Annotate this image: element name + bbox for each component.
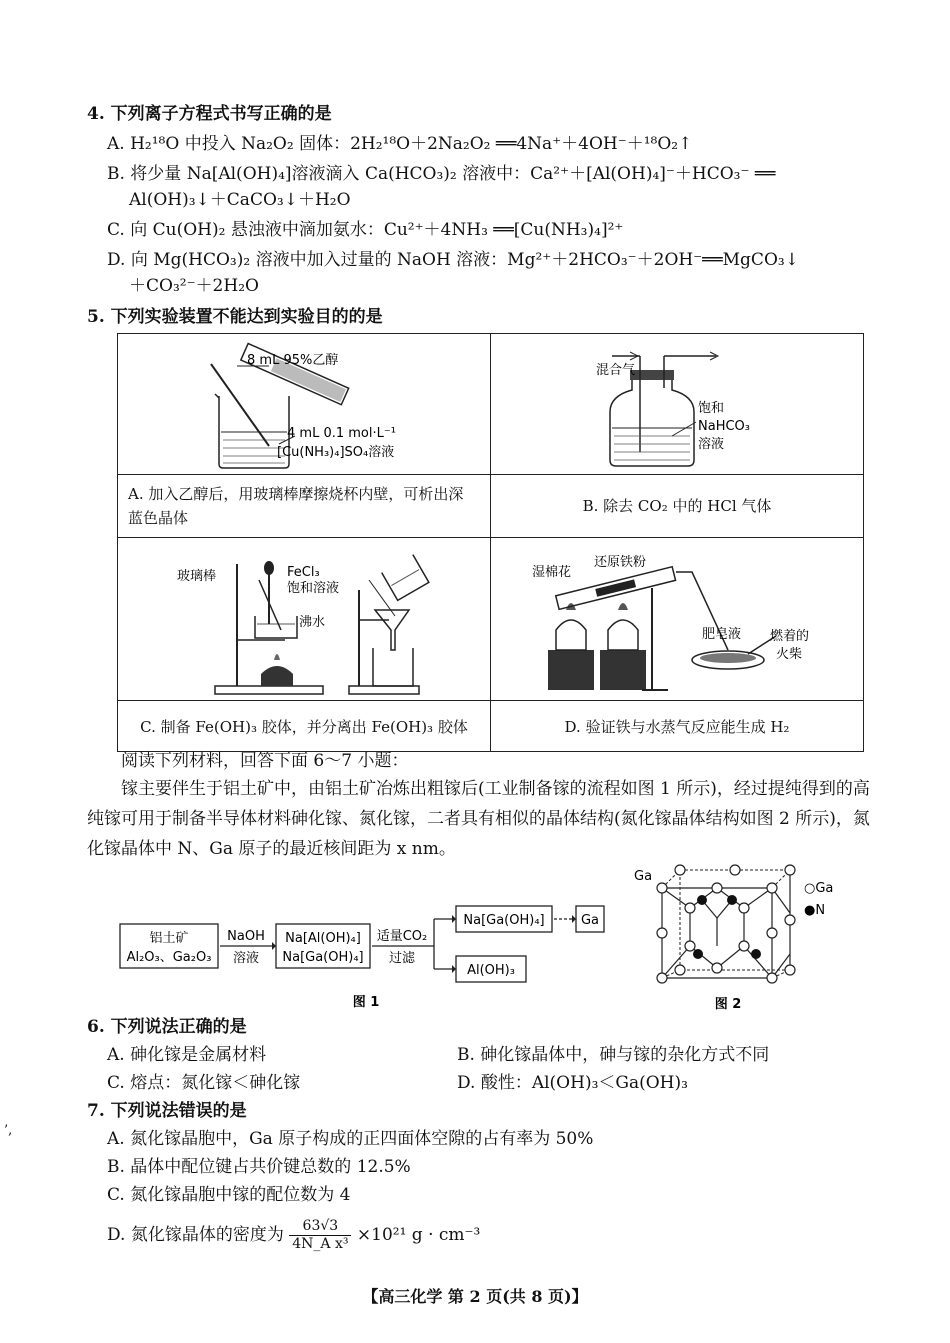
q7-option-a: A. 氮化镓晶胞中，Ga 原子构成的正四面体空隙的占有率为 50% xyxy=(107,1129,594,1149)
q7-option-d-prefix: D. 氮化镓晶体的密度为 xyxy=(107,1225,284,1245)
q5-a-caption xyxy=(118,475,491,538)
q6 xyxy=(87,1014,769,1096)
q4-option-a: A. H₂¹⁸O 中投入 Na₂O₂ 固体：2H₂¹⁸O＋2Na₂O₂ ══4Na⁺＋4OH⁻＋¹⁸O₂↑ xyxy=(107,134,693,154)
q7-density-fraction xyxy=(289,1218,351,1253)
q7-option-d-suffix: ×10²¹ g · cm⁻³ xyxy=(356,1225,481,1245)
fig2-caption: 图 2 xyxy=(714,997,742,1012)
q4 xyxy=(87,101,799,299)
q4-option-d-line1: D. 向 Mg(HCO₃)₂ 溶液中加入过量的 NaOH 溶液：Mg²⁺＋2HCO₃⁻＋2OH⁻══MgCO₃↓ xyxy=(107,250,799,270)
q5-a-figure xyxy=(118,334,491,475)
fig1-box3: Na[Ga(OH)₄] xyxy=(463,913,545,928)
fig1-arrow1-bottom: 溶液 xyxy=(232,951,260,966)
fig1-arrow2-bottom: 过滤 xyxy=(388,951,416,966)
fig1-arrow1-top: NaOH xyxy=(227,929,265,944)
q5-d-label-burning: 燃着的 xyxy=(770,629,810,644)
fig1-box5: Al(OH)₃ xyxy=(467,963,515,978)
q7-fraction-numerator: 63√3 xyxy=(289,1218,351,1236)
q5-d-figure xyxy=(491,538,864,701)
q5-b-figure xyxy=(491,334,864,475)
q5-a-label-solution: [Cu(NH₃)₄]SO₄溶液 xyxy=(277,445,395,460)
q6-stem: 6. 下列说法正确的是 xyxy=(87,1017,247,1037)
q5-stem: 5. 下列实验装置不能达到实验目的的是 xyxy=(87,307,383,327)
q5-d-label-soap: 肥皂液 xyxy=(702,627,742,642)
q6-option-a: A. 砷化镓是金属材料 xyxy=(107,1045,267,1065)
q4-option-d-line2: ＋CO₃²⁻＋2H₂O xyxy=(129,276,259,296)
q5-a-caption-line1: A. 加入乙醇后，用玻璃棒摩擦烧杯内壁，可析出深 xyxy=(128,485,464,503)
q4-option-b-line2: Al(OH)₃↓＋CaCO₃↓＋H₂O xyxy=(129,190,351,210)
q5-c-caption: C. 制备 Fe(OH)₃ 胶体，并分离出 Fe(OH)₃ 胶体 xyxy=(118,701,491,752)
q4-option-c: C. 向 Cu(OH)₂ 悬浊液中滴加氨水：Cu²⁺＋4NH₃ ══[Cu(NH₃)₄]²⁺ xyxy=(107,220,624,240)
q5-c-figure xyxy=(118,538,491,701)
q4-option-b-line1: B. 将少量 Na[Al(OH)₄]溶液滴入 Ca(HCO₃)₂ 溶液中：Ca²⁺＋[Al(OH)₄]⁻＋HCO₃⁻ ══ xyxy=(107,164,776,184)
q6-option-c: C. 熔点：氮化镓＜砷化镓 xyxy=(107,1073,301,1093)
q6-option-d: D. 酸性：Al(OH)₃＜Ga(OH)₃ xyxy=(457,1073,688,1093)
material-text: 镓主要伴生于铝土矿中，由铝土矿冶炼出粗镓后(工业制备镓的流程如图 1 所示)，经过提纯得到的高纯镓可用于制备半导体材料砷化镓、氮化镓，二者具有相似的晶体结构(氮化镓晶体结构如图 2 所示)，氮化镓晶体中 N、Ga 原子的最近核间距为 x nm。 xyxy=(87,779,870,859)
fig1-arrow2-top: 适量CO₂ xyxy=(376,929,428,944)
q5-a-label-conc: 4 mL 0.1 mol·L⁻¹ xyxy=(287,426,396,441)
figure-2-crystal-cell xyxy=(632,858,852,1018)
fig2-legend-n: ●N xyxy=(804,903,826,918)
q5-d-label-match: 火柴 xyxy=(776,647,803,662)
q5-c-label-fecl3: FeCl₃ xyxy=(287,565,320,580)
q7-option-b: B. 晶体中配位键占共价键总数的 12.5% xyxy=(107,1157,411,1177)
q5-b-label-nahco3: NaHCO₃ xyxy=(698,419,750,434)
q5-b-label-mixed-gas: 混合气 xyxy=(596,363,636,378)
q6-option-b: B. 砷化镓晶体中，砷与镓的杂化方式不同 xyxy=(457,1045,770,1065)
figure-1-flowchart xyxy=(118,900,618,1010)
q7-option-c: C. 氮化镓晶胞中镓的配位数为 4 xyxy=(107,1185,351,1205)
q5-a-label-ethanol: 8 mL 95%乙醇 xyxy=(247,353,339,368)
q5-a-caption-line2: 蓝色晶体 xyxy=(128,509,189,527)
q5-b-label-solution: 溶液 xyxy=(698,437,725,452)
page-footer: 【高三化学 第 2 页(共 8 页)】 xyxy=(362,1287,588,1306)
q7-option-d xyxy=(87,1218,593,1253)
fig1-box2-line1: Na[Al(OH)₄] xyxy=(285,931,361,946)
fig1-box4: Ga xyxy=(580,913,600,928)
fig1-caption: 图 1 xyxy=(352,995,380,1010)
q5-b-caption: B. 除去 CO₂ 中的 HCl 气体 xyxy=(491,475,864,538)
fig1-box1-line2: Al₂O₃、Ga₂O₃ xyxy=(126,950,212,965)
q5-c-label-boiling: 沸水 xyxy=(299,615,326,630)
q5-apparatus-table xyxy=(117,333,864,752)
fig1-box1-line1: 铝土矿 xyxy=(149,931,189,946)
q5-b-label-saturated: 饱和 xyxy=(698,401,725,416)
q4-stem: 4. 下列离子方程式书写正确的是 xyxy=(87,104,332,124)
q5-c-label-rod: 玻璃棒 xyxy=(177,569,217,584)
q5-c-label-saturated: 饱和溶液 xyxy=(287,581,340,596)
q7-fraction-denominator: 4N_A x³ xyxy=(292,1236,349,1252)
q7-stem: 7. 下列说法错误的是 xyxy=(87,1101,247,1121)
fig2-legend-ga: ○Ga xyxy=(804,881,834,896)
q5-d-label-cotton: 湿棉花 xyxy=(532,565,572,580)
fig1-box2-line2: Na[Ga(OH)₄] xyxy=(282,950,364,965)
fig2-ga-label: Ga xyxy=(634,869,653,884)
margin-mark: ’, xyxy=(4,1123,13,1138)
q5-d-caption: D. 验证铁与水蒸气反应能生成 H₂ xyxy=(491,701,864,752)
material-intro: 阅读下列材料，回答下面 6～7 小题： xyxy=(121,751,409,771)
q7 xyxy=(87,1098,593,1253)
q5-d-label-iron-powder: 还原铁粉 xyxy=(594,555,647,570)
